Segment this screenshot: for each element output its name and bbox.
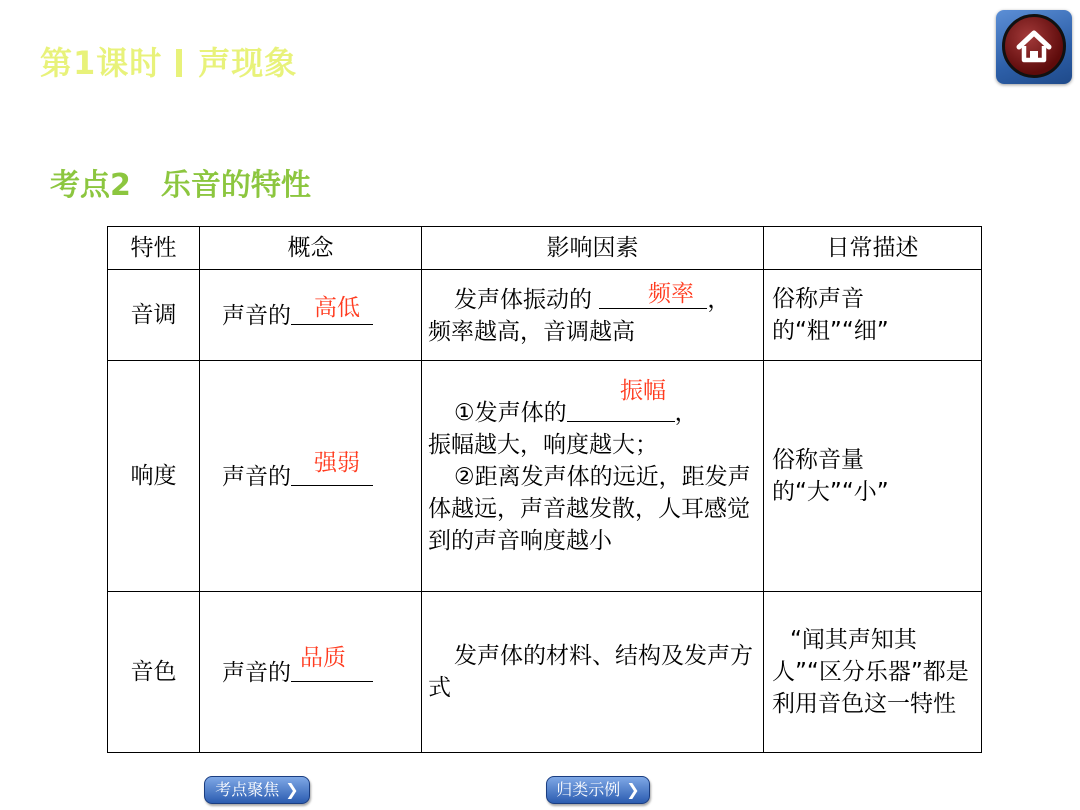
section-title: 考点2 乐音的特性 <box>50 168 311 203</box>
concept-cell <box>200 361 422 592</box>
concept-cell <box>200 592 422 753</box>
answer-text: 频率 <box>648 281 694 307</box>
factor-text: ②距离发声体的远近，距发声体越远，声音越发散，人耳感觉到的声音响度越小 <box>428 464 751 554</box>
button-label: 考点聚焦 <box>215 780 280 799</box>
factor-text: ①发声体的 <box>454 400 567 426</box>
concept-cell <box>200 270 422 361</box>
sound-feature-table <box>107 226 982 753</box>
table-row-loudness <box>108 361 982 592</box>
answer-text: 强弱 <box>314 450 360 476</box>
factor-cell <box>422 270 764 361</box>
kaodian-jujiao-button[interactable] <box>204 776 310 804</box>
header-concept: 概念 <box>200 227 422 270</box>
factor-text: ， <box>674 400 698 426</box>
concept-prefix: 声音的 <box>222 464 291 490</box>
button-label: 归类示例 <box>556 780 621 799</box>
concept-prefix: 声音的 <box>222 660 291 686</box>
header-description: 日常描述 <box>764 227 982 270</box>
property-cell: 音调 <box>108 270 200 361</box>
home-button[interactable] <box>996 10 1072 84</box>
factor-text: ， <box>707 287 731 313</box>
header-factor: 影响因素 <box>422 227 764 270</box>
header-property: 特性 <box>108 227 200 270</box>
description-cell: 俗称声音的“粗”“细” <box>764 270 982 361</box>
concept-prefix: 声音的 <box>222 303 291 329</box>
guilei-shili-button[interactable] <box>546 776 650 804</box>
factor-text: 振幅越大，响度越大； <box>428 432 658 458</box>
description-cell: “闻其声知其人”“区分乐器”都是利用音色这一特性 <box>764 592 982 753</box>
home-icon-circle <box>1002 14 1066 78</box>
chevron-right-icon: ❯ <box>626 780 640 799</box>
table-row-timbre <box>108 592 982 753</box>
header-title <box>40 38 297 84</box>
home-icon <box>1005 17 1063 75</box>
property-cell: 响度 <box>108 361 200 592</box>
answer-text: 振幅 <box>620 378 666 404</box>
property-cell: 音色 <box>108 592 200 753</box>
answer-text: 高低 <box>314 295 360 321</box>
table-row-pitch <box>108 270 982 361</box>
factor-text: 频率越高，音调越高 <box>428 319 635 345</box>
lesson-label: 第1课时 <box>40 44 163 82</box>
chevron-right-icon: ❯ <box>285 780 299 799</box>
factor-cell <box>422 361 764 592</box>
answer-text: 品质 <box>300 645 346 671</box>
topic-label: 声现象 <box>198 44 298 82</box>
title-separator <box>176 49 182 77</box>
factor-cell: 发声体的材料、结构及发声方式 <box>422 592 764 753</box>
table-header-row <box>108 227 982 270</box>
factor-text: 发声体振动的 <box>454 287 592 313</box>
description-cell: 俗称音量的“大”“小” <box>764 361 982 592</box>
